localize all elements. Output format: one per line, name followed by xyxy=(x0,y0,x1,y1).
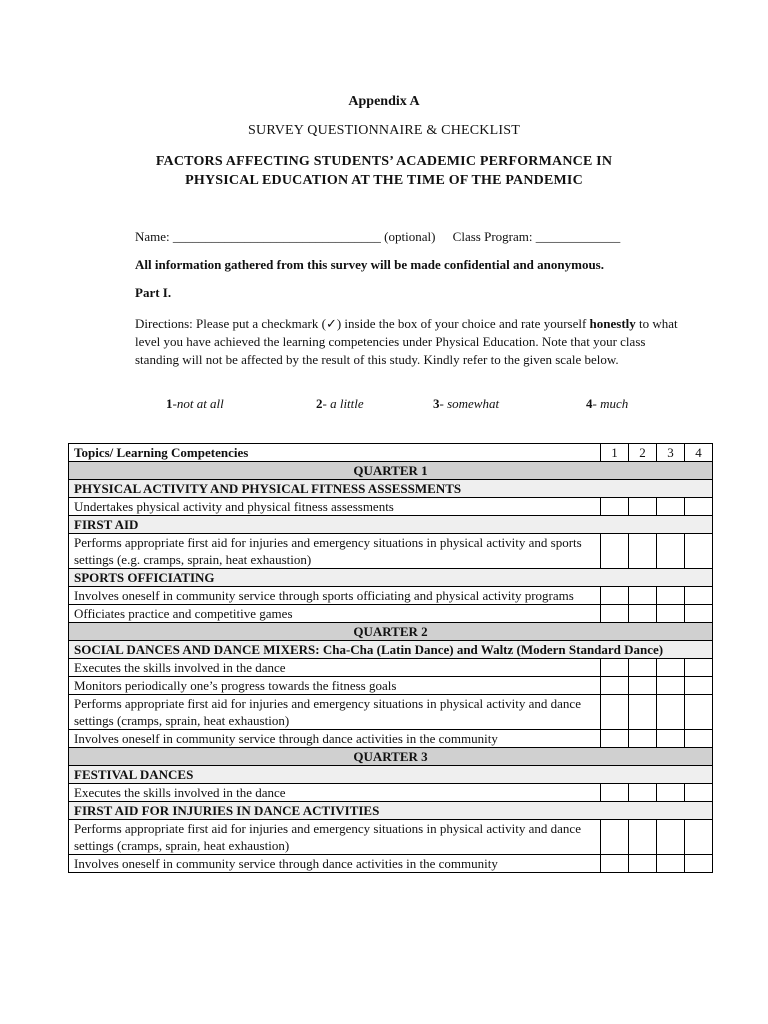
directions-emphasis: honestly xyxy=(589,316,636,331)
rating-checkbox-4[interactable] xyxy=(685,784,713,802)
table-row xyxy=(69,534,713,569)
rating-checkbox-3[interactable] xyxy=(657,784,685,802)
rating-checkbox-2[interactable] xyxy=(629,605,657,623)
rating-checkbox-3[interactable] xyxy=(657,498,685,516)
rating-checkbox-1[interactable] xyxy=(601,855,629,873)
table-row xyxy=(69,498,713,516)
rating-checkbox-4[interactable] xyxy=(685,695,713,730)
competency-text: Involves oneself in community service through dance activities in the community xyxy=(69,855,601,873)
rating-checkbox-2[interactable] xyxy=(629,695,657,730)
rating-checkbox-1[interactable] xyxy=(601,605,629,623)
competency-text: Performs appropriate first aid for injuries and emergency situations in physical activity and dance settings (cramps, sprain, heat exhaustion) xyxy=(69,820,601,855)
table-row xyxy=(69,730,713,748)
rating-checkbox-4[interactable] xyxy=(685,677,713,695)
document-title xyxy=(0,152,768,190)
title-line-2: PHYSICAL EDUCATION AT THE TIME OF THE PANDEMIC xyxy=(185,173,583,188)
table-row xyxy=(69,659,713,677)
appendix-heading: Appendix A xyxy=(348,94,420,109)
table-row xyxy=(69,784,713,802)
header-col-4: 4 xyxy=(685,444,713,462)
rating-checkbox-3[interactable] xyxy=(657,534,685,569)
optional-label: (optional) xyxy=(384,229,436,244)
section-label: SPORTS OFFICIATING xyxy=(69,569,713,587)
section-label: SOCIAL DANCES AND DANCE MIXERS: Cha-Cha (Latin Dance) and Waltz (Modern Standard Dance) xyxy=(69,641,713,659)
part-heading: Part I. xyxy=(135,285,172,300)
quarter-row xyxy=(69,623,713,641)
rating-checkbox-4[interactable] xyxy=(685,534,713,569)
rating-checkbox-2[interactable] xyxy=(629,498,657,516)
rating-checkbox-2[interactable] xyxy=(629,534,657,569)
table-row xyxy=(69,677,713,695)
rating-checkbox-3[interactable] xyxy=(657,730,685,748)
rating-checkbox-1[interactable] xyxy=(601,730,629,748)
scale-item-2: 2- a little xyxy=(316,396,364,411)
competency-text: Undertakes physical activity and physical fitness assessments xyxy=(69,498,601,516)
competency-text: Officiates practice and competitive games xyxy=(69,605,601,623)
quarter-label: QUARTER 3 xyxy=(69,748,713,766)
section-row xyxy=(69,641,713,659)
quarter-row xyxy=(69,748,713,766)
rating-checkbox-4[interactable] xyxy=(685,659,713,677)
class-program-field[interactable]: Class Program: _____________ xyxy=(452,229,621,244)
competency-text: Executes the skills involved in the dance xyxy=(69,784,601,802)
scale-item-3: 3- somewhat xyxy=(433,396,500,411)
quarter-label: QUARTER 1 xyxy=(69,462,713,480)
rating-checkbox-1[interactable] xyxy=(601,784,629,802)
table-row xyxy=(69,855,713,873)
rating-checkbox-3[interactable] xyxy=(657,587,685,605)
competency-text: Performs appropriate first aid for injuries and emergency situations in physical activity and dance settings (cramps, sprain, heat exhaustion) xyxy=(69,695,601,730)
header-topics: Topics/ Learning Competencies xyxy=(69,444,601,462)
scale-item-4: 4- much xyxy=(586,396,629,411)
rating-checkbox-2[interactable] xyxy=(629,820,657,855)
rating-checkbox-3[interactable] xyxy=(657,820,685,855)
rating-checkbox-1[interactable] xyxy=(601,587,629,605)
rating-checkbox-1[interactable] xyxy=(601,534,629,569)
competency-text: Involves oneself in community service through sports officiating and physical activity programs xyxy=(69,587,601,605)
directions-text-cont: to what level you have achieved the learning competencies under Physical Education. Note that your class standing will not be affected by the result of this study. Kindly refer to the given scale below. xyxy=(135,316,678,367)
confidentiality-note: All information gathered from this survey will be made confidential and anonymous. xyxy=(135,257,604,272)
competency-text: Performs appropriate first aid for injuries and emergency situations in physical activity and sports settings (e.g. cramps, sprain, heat exhaustion) xyxy=(69,534,601,569)
rating-checkbox-3[interactable] xyxy=(657,677,685,695)
quarter-label: QUARTER 2 xyxy=(69,623,713,641)
directions-text: Directions: Please put a checkmark (✓) inside the box of your choice and rate yourself xyxy=(135,316,590,331)
quarter-row xyxy=(69,462,713,480)
rating-checkbox-2[interactable] xyxy=(629,587,657,605)
section-label: FIRST AID xyxy=(69,516,713,534)
rating-checkbox-4[interactable] xyxy=(685,498,713,516)
header-col-1: 1 xyxy=(601,444,629,462)
competency-text: Monitors periodically one’s progress towards the fitness goals xyxy=(69,677,601,695)
rating-checkbox-4[interactable] xyxy=(685,730,713,748)
rating-checkbox-4[interactable] xyxy=(685,855,713,873)
competency-text: Involves oneself in community service through dance activities in the community xyxy=(69,730,601,748)
section-label: FIRST AID FOR INJURIES IN DANCE ACTIVITIES xyxy=(69,802,713,820)
title-line-1: FACTORS AFFECTING STUDENTS’ ACADEMIC PERFORMANCE IN xyxy=(155,154,613,169)
section-row xyxy=(69,802,713,820)
table-header-row xyxy=(69,444,713,462)
rating-checkbox-3[interactable] xyxy=(657,695,685,730)
rating-checkbox-2[interactable] xyxy=(629,855,657,873)
section-row xyxy=(69,480,713,498)
table-row xyxy=(69,820,713,855)
table-row xyxy=(69,587,713,605)
table-row xyxy=(69,695,713,730)
section-label: PHYSICAL ACTIVITY AND PHYSICAL FITNESS ASSESSMENTS xyxy=(69,480,713,498)
name-field[interactable]: Name: ________________________________ xyxy=(135,229,381,244)
competency-table xyxy=(68,443,713,873)
rating-checkbox-3[interactable] xyxy=(657,605,685,623)
rating-checkbox-3[interactable] xyxy=(657,659,685,677)
section-label: FESTIVAL DANCES xyxy=(69,766,713,784)
rating-checkbox-2[interactable] xyxy=(629,659,657,677)
rating-checkbox-1[interactable] xyxy=(601,498,629,516)
scale-item-1: 1-not at all xyxy=(166,396,224,411)
header-col-3: 3 xyxy=(657,444,685,462)
rating-checkbox-2[interactable] xyxy=(629,677,657,695)
rating-checkbox-4[interactable] xyxy=(685,820,713,855)
rating-checkbox-3[interactable] xyxy=(657,855,685,873)
rating-checkbox-2[interactable] xyxy=(629,730,657,748)
rating-checkbox-4[interactable] xyxy=(685,605,713,623)
rating-checkbox-1[interactable] xyxy=(601,820,629,855)
name-line xyxy=(135,229,680,245)
competency-text: Executes the skills involved in the dance xyxy=(69,659,601,677)
rating-checkbox-4[interactable] xyxy=(685,587,713,605)
rating-checkbox-1[interactable] xyxy=(601,677,629,695)
rating-checkbox-1[interactable] xyxy=(601,695,629,730)
section-row xyxy=(69,569,713,587)
rating-checkbox-2[interactable] xyxy=(629,784,657,802)
table-row xyxy=(69,605,713,623)
directions-paragraph xyxy=(135,315,680,369)
rating-checkbox-1[interactable] xyxy=(601,659,629,677)
section-row xyxy=(69,516,713,534)
survey-title: SURVEY QUESTIONNAIRE & CHECKLIST xyxy=(248,123,520,138)
header-col-2: 2 xyxy=(629,444,657,462)
section-row xyxy=(69,766,713,784)
